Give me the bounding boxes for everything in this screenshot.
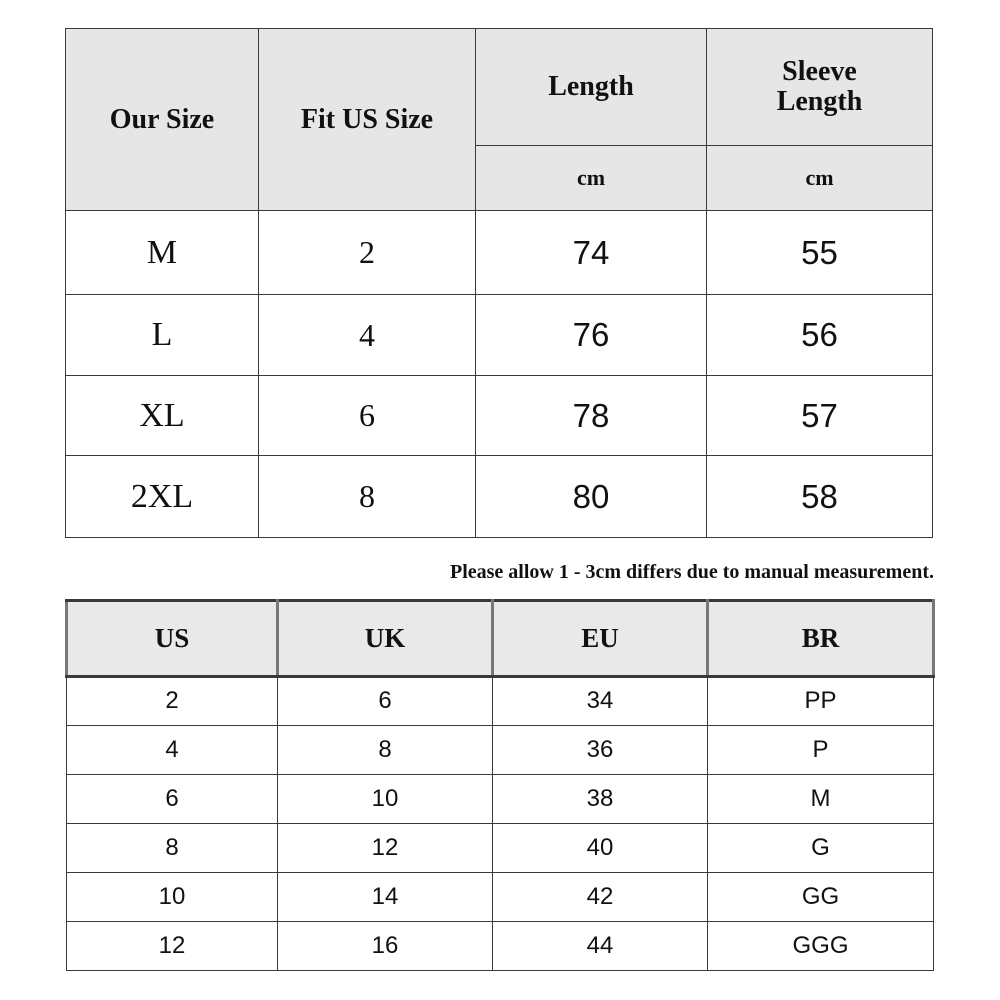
uk-cell: 6 [278,676,493,725]
header-eu: EU [493,601,708,677]
table-row [67,676,934,725]
br-cell: G [708,823,934,872]
eu-cell: 42 [493,872,708,921]
header-uk: UK [278,601,493,677]
header-length-unit: cm [476,146,707,211]
header-our-size: Our Size [66,29,259,211]
eu-cell: 44 [493,921,708,970]
br-cell: GGG [708,921,934,970]
length-cell: 74 [476,211,707,295]
size-cell: 2XL [66,456,259,538]
sleeve-length-cell: 55 [707,211,933,295]
br-cell: P [708,725,934,774]
header-fit-us-size: Fit US Size [259,29,476,211]
us-cell: 10 [67,872,278,921]
length-cell: 80 [476,456,707,538]
conversion-header-row [67,601,934,677]
eu-cell: 40 [493,823,708,872]
size-cell: L [66,295,259,376]
table-row [67,725,934,774]
fit-us-size-cell: 8 [259,456,476,538]
us-cell: 6 [67,774,278,823]
uk-cell: 10 [278,774,493,823]
table-row [67,823,934,872]
header-sleeve-length [707,29,933,146]
size-cell: XL [66,376,259,456]
table-row [66,211,933,295]
header-us: US [67,601,278,677]
table-row [67,774,934,823]
table-row [66,456,933,538]
header-sleeve-unit: cm [707,146,933,211]
fit-us-size-cell: 6 [259,376,476,456]
br-cell: PP [708,676,934,725]
eu-cell: 38 [493,774,708,823]
sleeve-length-cell: 56 [707,295,933,376]
br-cell: M [708,774,934,823]
fit-us-size-cell: 4 [259,295,476,376]
header-length: Length [476,29,707,146]
size-cell: M [66,211,259,295]
uk-cell: 12 [278,823,493,872]
table-row [67,872,934,921]
us-cell: 4 [67,725,278,774]
uk-cell: 14 [278,872,493,921]
table-row [66,295,933,376]
measurement-note: Please allow 1 - 3cm differs due to manual measurement. [449,561,934,583]
sleeve-length-cell: 57 [707,376,933,456]
length-cell: 78 [476,376,707,456]
sleeve-length-cell: 58 [707,456,933,538]
size-chart-table [65,28,933,538]
header-sleeve-line2: Length [776,86,863,117]
table-row [66,376,933,456]
uk-cell: 8 [278,725,493,774]
header-sleeve-line1: Sleeve [782,56,857,87]
size-conversion-table [65,599,935,971]
us-cell: 8 [67,823,278,872]
fit-us-size-cell: 2 [259,211,476,295]
length-cell: 76 [476,295,707,376]
us-cell: 12 [67,921,278,970]
uk-cell: 16 [278,921,493,970]
header-br: BR [708,601,934,677]
eu-cell: 34 [493,676,708,725]
table-row [67,921,934,970]
br-cell: GG [708,872,934,921]
eu-cell: 36 [493,725,708,774]
us-cell: 2 [67,676,278,725]
